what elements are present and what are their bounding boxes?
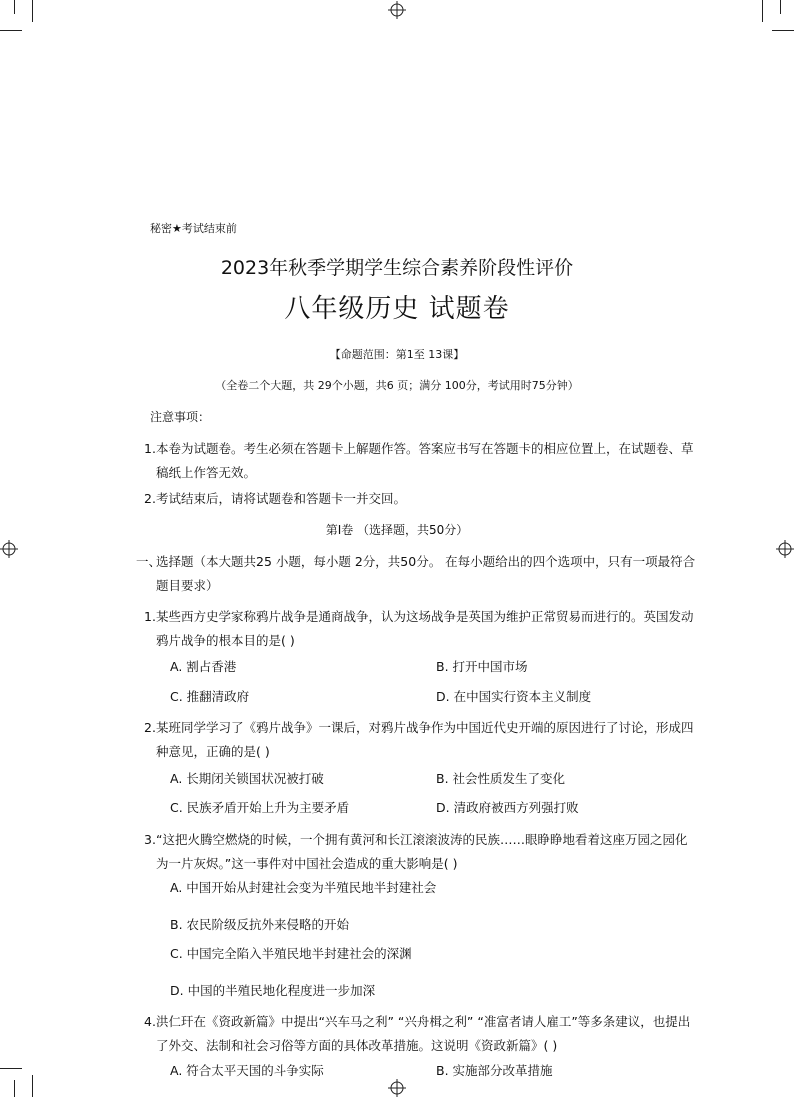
question-3-option-b[interactable]: B. 农民阶级反抗外来侵略的开始 [170,917,350,932]
crop-mark-top-left-h [0,30,22,31]
note-item-1 [144,437,696,485]
confidential-label: 秘密★考试结束前 [150,222,237,235]
part-instructions [136,550,696,598]
registration-mark-right [776,540,794,558]
question-1-option-b[interactable]: B. 打开中国市场 [436,659,528,674]
note-number: 1. [144,441,156,456]
question-2-option-c[interactable]: C. 民族矛盾开始上升为主要矛盾 [170,800,350,815]
crop-mark-top-right-h [772,30,794,31]
question-2-stem [144,716,696,764]
question-number: 4. [144,1014,156,1029]
question-number: 3. [144,832,156,847]
question-1-stem [144,605,696,653]
question-number: 1. [144,609,156,624]
question-number: 2. [144,720,156,735]
note-text: 考试结束后，请将试题卷和答题卡一并交回。 [156,491,407,506]
exam-title: 2023年秋季学期学生综合素养阶段性评价 [220,257,574,279]
question-3-stem [144,828,696,876]
crop-mark-top-right-v2 [780,0,781,14]
question-4-option-b[interactable]: B. 实施部分改革措施 [436,1063,553,1078]
registration-mark-bottom [388,1079,406,1097]
part-number: 一、 [136,554,162,569]
crop-mark-bottom-left-v [32,1075,33,1097]
crop-mark-bottom-left-h [0,1068,22,1069]
note-item-2 [144,487,696,511]
question-text: 某班同学学习了《鸦片战争》一课后，对鸦片战争作为中国近代史开端的原因进行了讨论，形成四种意见，正确的是( ) [156,720,694,759]
question-1-option-a[interactable]: A. 割占香港 [170,659,237,674]
question-2-option-d[interactable]: D. 清政府被西方列强打败 [436,800,579,815]
crop-mark-top-left-v [32,0,33,22]
question-2-option-b[interactable]: B. 社会性质发生了变化 [436,771,566,786]
registration-mark-left [0,540,18,558]
question-1-option-c[interactable]: C. 推翻清政府 [170,689,250,704]
note-number: 2. [144,491,156,506]
exam-subtitle: 八年级历史 试题卷 [284,294,510,324]
question-3-option-a[interactable]: A. 中国开始从封建社会变为半殖民地半封建社会 [170,880,437,895]
registration-mark-top [388,1,406,19]
crop-mark-top-right-v [762,0,763,22]
question-text: “这把火腾空燃烧的时候，一个拥有黄河和长江滚滚波涛的民族……眼睁睁地看着这座万园之园化为一片灰烬。”这一事件对中国社会造成的重大影响是( ) [156,832,688,871]
crop-mark-bottom-left-v2 [14,1080,15,1097]
crop-mark-top-left-v2 [14,0,15,14]
note-text: 本卷为试题卷。考生必须在答题卡上解题作答。答案应书写在答题卡的相应位置上，在试题卷、草稿纸上作答无效。 [156,441,694,480]
question-text: 洪仁玕在《资政新篇》中提出“兴车马之利” “兴舟楫之利” “准富者请人雇工”等多条建议，也提出了外交、法制和社会习俗等方面的具体改革措施。这说明《资政新篇》( ) [156,1014,691,1053]
exam-scope: 【命题范围：第1至 13课】 [329,348,465,361]
question-2-option-a[interactable]: A. 长期闭关锁国状况被打破 [170,771,324,786]
question-text: 某些西方史学家称鸦片战争是通商战争，认为这场战争是英国为维护正常贸易而进行的。英国发动鸦片战争的根本目的是( ) [156,609,694,648]
question-3-option-c[interactable]: C. 中国完全陷入半殖民地半封建社会的深渊 [170,946,412,961]
question-3-option-d[interactable]: D. 中国的半殖民地化程度进一步加深 [170,983,376,998]
exam-info: （全卷二个大题，共 29个小题，共6 页；满分 100分，考试用时75分钟） [215,379,579,392]
question-4-option-a[interactable]: A. 符合太平天国的斗争实际 [170,1063,324,1078]
question-1-option-d[interactable]: D. 在中国实行资本主义制度 [436,689,592,704]
part-text: 选择题（本大题共25 小题，每小题 2分，共50分。 在每小题给出的四个选项中，只有一项最符合题目要求） [156,554,696,593]
section-heading: 第Ⅰ卷 （选择题，共50分） [325,523,469,537]
question-4-stem [144,1010,696,1058]
notes-heading: 注意事项： [150,410,211,424]
